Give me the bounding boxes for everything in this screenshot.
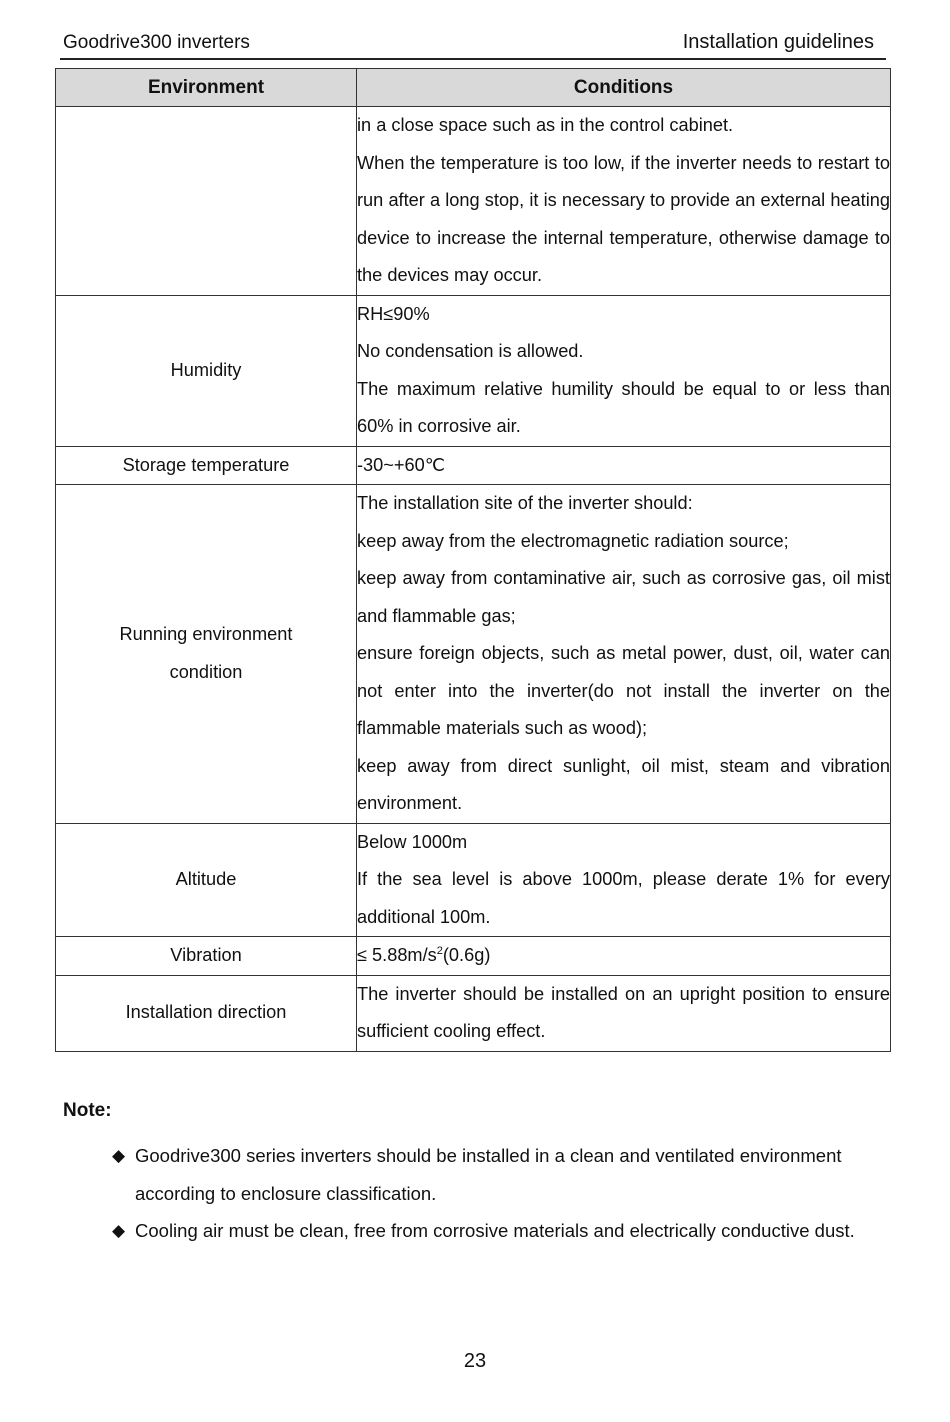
vibration-exponent: 2	[436, 944, 443, 957]
table-row	[56, 937, 891, 976]
note-title: Note:	[63, 1100, 112, 1121]
condition-cell	[357, 107, 891, 296]
condition-cell	[357, 975, 891, 1051]
condition-text: -30~+60℃	[357, 454, 446, 475]
condition-text: No condensation is allowed.	[357, 341, 584, 361]
condition-cell	[357, 446, 891, 485]
list-item	[112, 1212, 882, 1250]
table-row	[56, 485, 891, 824]
condition-cell	[357, 485, 891, 824]
diamond-bullet-icon: ◆	[112, 1221, 126, 1240]
note-text: Goodrive300 series inverters should be installed in a clean and ventilated environment according to enclosure classification.	[135, 1145, 842, 1204]
vibration-value: ≤ 5.88m/s	[357, 945, 437, 965]
condition-text: Below 1000m	[357, 831, 468, 852]
table-row	[56, 295, 891, 446]
vibration-g-value: (0.6g)	[442, 945, 491, 965]
condition-cell	[357, 823, 891, 937]
table-row	[56, 823, 891, 937]
env-cell: Installation direction	[56, 975, 357, 1051]
env-cell: Vibration	[56, 937, 357, 976]
page-number: 23	[463, 1350, 487, 1372]
table-row	[56, 446, 891, 485]
list-item	[112, 1137, 882, 1212]
env-cell: Storage temperature	[56, 446, 357, 485]
condition-text: When the temperature is too low, if the inverter needs to restart to run after a long stop, it is necessary to provide an external heating device to increase the internal temperature, otherwise damage to the devices may occur.	[357, 152, 890, 285]
env-cell: Humidity	[56, 295, 357, 446]
column-header-conditions: Conditions	[357, 69, 891, 107]
environment-conditions-table	[55, 68, 891, 1052]
condition-text: in a close space such as in the control cabinet.	[357, 115, 734, 135]
env-cell: Running environment condition	[56, 485, 357, 824]
condition-text: keep away from contaminative air, such as corrosive gas, oil mist and flammable gas;	[357, 568, 890, 626]
column-header-environment: Environment	[56, 69, 357, 107]
note-text: Cooling air must be clean, free from corrosive materials and electrically conductive dust.	[135, 1220, 855, 1241]
condition-text: The installation site of the inverter should:	[357, 493, 693, 513]
env-cell: Altitude	[56, 823, 357, 937]
condition-text: keep away from the electromagnetic radiation source;	[357, 530, 789, 551]
condition-text: The maximum relative humility should be equal to or less than 60% in corrosive air.	[357, 378, 890, 436]
note-list	[112, 1137, 882, 1250]
condition-cell	[357, 295, 891, 446]
table-row	[56, 107, 891, 296]
condition-cell	[357, 937, 891, 976]
condition-text	[357, 937, 890, 975]
condition-text: ensure foreign objects, such as metal power, dust, oil, water can not enter into the inverter(do not install the inverter on the flammable materials such as wood);	[357, 643, 890, 738]
header-product-title: Goodrive300 inverters	[63, 32, 250, 53]
condition-text: keep away from direct sunlight, oil mist, steam and vibration environment.	[357, 755, 890, 813]
condition-text: RH≤90%	[357, 303, 430, 324]
table-row	[56, 975, 891, 1051]
page-header	[60, 28, 886, 60]
header-section-title: Installation guidelines	[682, 31, 874, 53]
condition-text: The inverter should be installed on an upright position to ensure sufficient cooling effect.	[357, 983, 890, 1041]
table-header-row	[56, 69, 891, 107]
diamond-bullet-icon: ◆	[112, 1146, 126, 1165]
condition-text: If the sea level is above 1000m, please derate 1% for every additional 100m.	[357, 869, 890, 927]
env-cell	[56, 107, 357, 296]
